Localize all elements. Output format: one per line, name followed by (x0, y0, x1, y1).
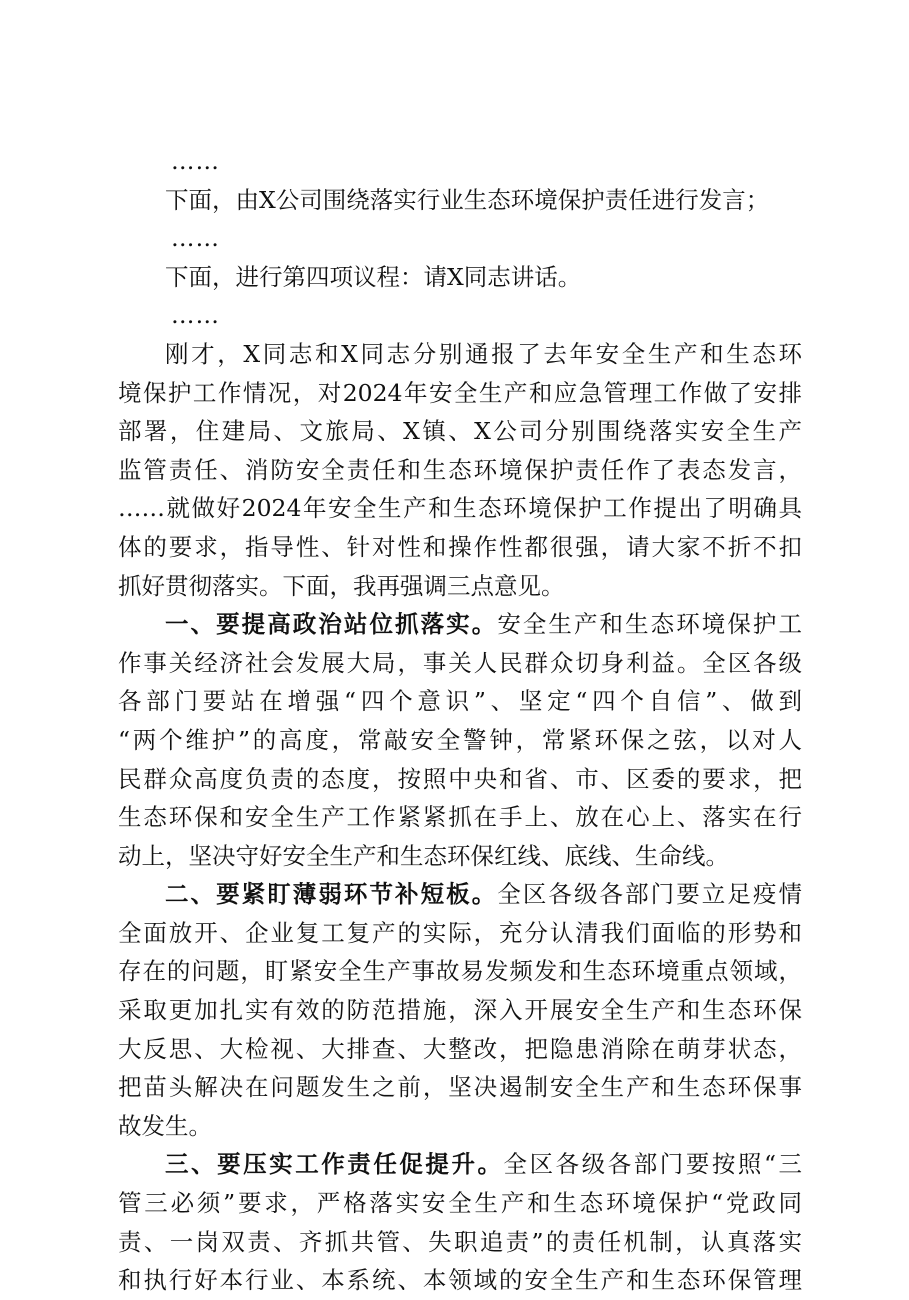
paragraph-line: 采取更加扎实有效的防范措施，深入开展安全生产和生态环保 (118, 996, 802, 1025)
ellipsis-line: …… (171, 301, 220, 330)
paragraph-line: 动上，坚决守好安全生产和生态环保红线、底线、生命线。 (118, 841, 729, 870)
paragraph-line: ……就做好2024年安全生产和生态环境保护工作提出了明确具 (118, 494, 802, 523)
paragraph-line: 和执行好本行业、本系统、本领域的安全生产和生态环保管理 (118, 1266, 802, 1295)
section-text: 安全生产和生态环境保护工 (497, 610, 802, 639)
paragraph-line: 境保护工作情况，对2024年安全生产和应急管理工作做了安排 (118, 378, 802, 407)
paragraph-line: “两个维护”的高度，常敲安全警钟，常紧环保之弦，以对人 (118, 725, 802, 754)
paragraph-line: 存在的问题，盯紧安全生产事故易发频发和生态环境重点领域， (118, 957, 802, 986)
paragraph-line: 把苗头解决在问题发生之前，坚决遏制安全生产和生态环保事 (118, 1073, 802, 1102)
paragraph-line: 全面放开、企业复工复产的实际，充分认清我们面临的形势和 (118, 918, 802, 947)
paragraph-line: 部署，住建局、文旅局、X镇、X公司分别围绕落实安全生产 (118, 417, 802, 446)
section-text: 全区各级各部门要立足疫情 (497, 880, 802, 909)
paragraph-line: 监管责任、消防安全责任和生态环境保护责任作了表态发言， (118, 455, 802, 484)
section-heading: 一、要提高政治站位抓落实。 (165, 610, 498, 639)
paragraph-line: 故发生。 (118, 1111, 212, 1140)
paragraph-line: 管三必须”要求，严格落实安全生产和生态环境保护“党政同 (118, 1189, 802, 1218)
paragraph-line: 下面，进行第四项议程：请X同志讲话。 (165, 262, 582, 291)
ellipsis-line: …… (171, 147, 220, 175)
paragraph-line: 各部门要站在增强“四个意识”、坚定“四个自信”、做到 (118, 687, 802, 716)
section-heading: 三、要压实工作责任促提升。 (165, 1150, 504, 1179)
paragraph-line: 下面，由X公司围绕落实行业生态环境保护责任进行发言； (165, 185, 770, 214)
ellipsis-line: …… (171, 224, 220, 253)
section-heading-line (118, 605, 802, 644)
paragraph-line: 生态环保和安全生产工作紧紧抓在手上、放在心上、落实在行 (118, 803, 802, 832)
paragraph-line: 体的要求，指导性、针对性和操作性都很强，请大家不折不扣 (118, 532, 802, 561)
paragraph-line: 抓好贯彻落实。下面，我再强调三点意见。 (118, 571, 565, 600)
section-heading-line (118, 1145, 802, 1184)
paragraph-line: 责、一岗双责、齐抓共管、失职追责”的责任机制，认真落实 (118, 1227, 802, 1256)
paragraph-line: 刚才，X同志和X同志分别通报了去年安全生产和生态环 (165, 339, 802, 368)
paragraph-line: 作事关经济社会发展大局，事关人民群众切身利益。全区各级 (118, 648, 802, 677)
paragraph-line: 民群众高度负责的态度，按照中央和省、市、区委的要求，把 (118, 764, 802, 793)
section-text: 全区各级各部门要按照“三 (503, 1150, 802, 1179)
paragraph-line: 大反思、大检视、大排查、大整改，把隐患消除在萌芽状态， (118, 1034, 802, 1063)
section-heading: 二、要紧盯薄弱环节补短板。 (165, 880, 498, 909)
section-heading-line (118, 875, 802, 914)
document-body (118, 142, 802, 1300)
